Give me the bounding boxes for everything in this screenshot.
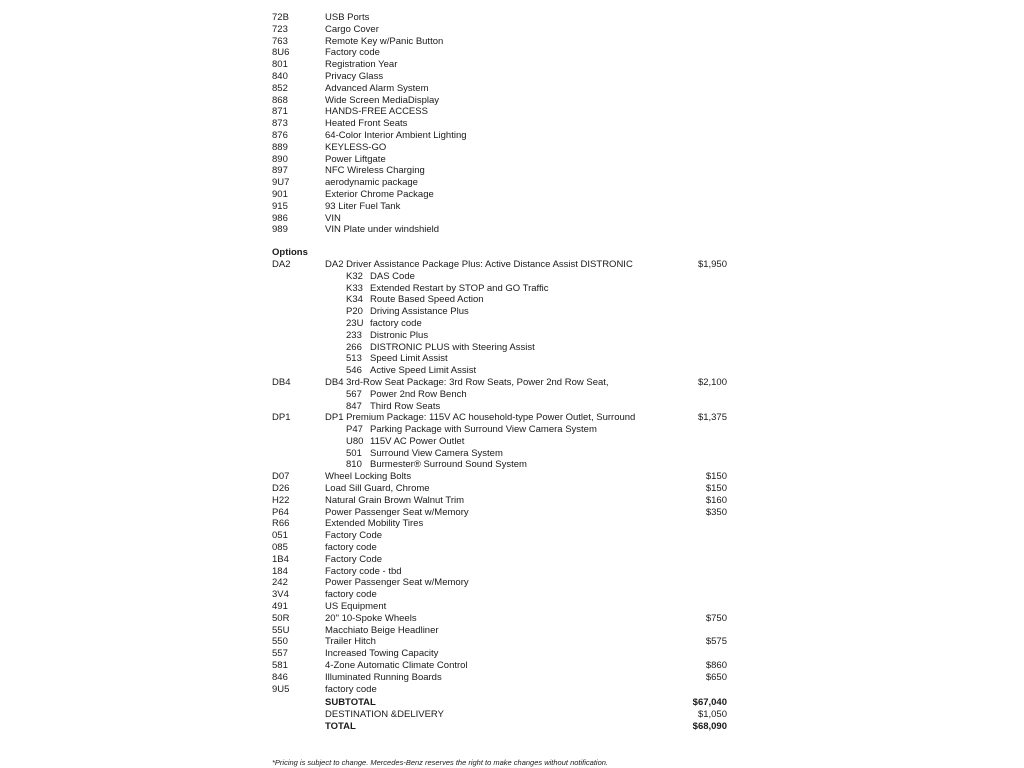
standard-item-row [0,165,1024,177]
package-subitem-row [0,353,1024,365]
totals-row [0,697,1024,709]
option-row [0,483,1024,495]
option-row [0,636,1024,648]
package-code: DB4 [272,376,291,388]
option-description: Wheel Locking Bolts [325,471,412,483]
option-row [0,613,1024,625]
option-description: Power Passenger Seat w/Memory [325,506,469,518]
subitem-code: 847 [346,400,362,412]
option-row [0,601,1024,613]
item-code: 989 [272,224,288,236]
option-price: $150 [705,483,727,495]
standard-item-row [0,213,1024,225]
totals-block [0,697,1024,732]
item-code: 72B [272,12,289,23]
option-description: Extended Mobility Tires [325,518,424,530]
item-description: USB Ports [325,12,370,23]
option-code: 9U5 [272,683,290,695]
package-price: $2,100 [697,376,727,388]
item-code: 868 [272,94,288,106]
package-subitem [346,424,597,436]
package-subitem-row [0,330,1024,342]
package-subitem-row [0,389,1024,401]
option-description: Trailer Hitch [325,636,376,648]
option-price: $150 [705,471,727,483]
subitem-code: K32 [346,270,363,282]
option-description: Factory Code [325,530,383,542]
totals-row [0,721,1024,733]
subitem-code: U80 [346,435,364,447]
option-code: 051 [272,530,288,542]
option-row [0,625,1024,637]
standard-item-row [0,189,1024,201]
option-row [0,660,1024,672]
item-code: 801 [272,59,288,71]
option-price: $750 [705,612,727,624]
package-subitem-row [0,306,1024,318]
item-code: 873 [272,118,288,130]
item-code: 901 [272,188,288,200]
standard-item-row [0,83,1024,95]
option-description: Natural Grain Brown Walnut Trim [325,494,465,506]
item-code: 986 [272,212,288,224]
subitem-code: 501 [346,447,362,459]
options-list [0,471,1024,695]
subitem-description: Distronic Plus [370,329,429,341]
standard-item-row [0,201,1024,213]
subitem-code: 546 [346,365,362,377]
subitem-description: Surround View Camera System [370,447,503,459]
subitem-code: P20 [346,306,363,318]
option-row [0,554,1024,566]
totals-value: $67,040 [692,697,727,709]
item-description: Advanced Alarm System [325,82,429,94]
item-description: HANDS-FREE ACCESS [325,106,428,118]
option-code: 55U [272,624,290,636]
option-code: 1B4 [272,553,289,565]
item-description: 64-Color Interior Ambient Lighting [325,129,467,141]
package-subitem-row [0,283,1024,295]
option-code: 846 [272,671,288,683]
item-description: 93 Liter Fuel Tank [325,200,401,212]
standard-item-row [0,71,1024,83]
option-code: P64 [272,506,289,518]
subitem-code: K34 [346,294,363,306]
option-row [0,672,1024,684]
option-description: 20" 10-Spoke Wheels [325,612,417,624]
standard-item-row [0,154,1024,166]
option-description: factory code [325,683,377,695]
subitem-description: Power 2nd Row Bench [370,388,467,400]
options-heading-row [0,247,1024,259]
package-description: DP1 Premium Package: 115V AC household-type Power Outlet, Surround [325,412,636,424]
subitem-description: Extended Restart by STOP and GO Traffic [370,282,549,294]
option-code: D26 [272,483,290,495]
totals-label: SUBTOTAL [325,697,376,709]
option-code: R66 [272,518,290,530]
item-code: 876 [272,129,288,141]
pricing-footnote: *Pricing is subject to change. Mercedes-Benz reserves the right to make changes without notification. [272,758,609,767]
subitem-description: Route Based Speed Action [370,294,484,306]
option-row [0,518,1024,530]
standard-item-row [0,95,1024,107]
package-subitem-row [0,401,1024,413]
subitem-description: DISTRONIC PLUS with Steering Assist [370,341,535,353]
item-description: Exterior Chrome Package [325,188,434,200]
item-description: Cargo Cover [325,23,379,35]
option-description: Factory Code [325,553,383,565]
item-code: 915 [272,200,288,212]
package-subitem-row [0,459,1024,471]
section-gap [0,236,1024,247]
standard-item-row [0,106,1024,118]
standard-item-row [0,36,1024,48]
package-subitem [346,306,469,318]
option-description: factory code [325,542,377,554]
option-price: $350 [705,506,727,518]
totals-value: $68,090 [692,721,727,733]
subitem-description: 115V AC Power Outlet [370,435,465,447]
package-description: DA2 Driver Assistance Package Plus: Active Distance Assist DISTRONIC [325,258,633,270]
package-subitem [346,342,535,354]
item-description: Wide Screen MediaDisplay [325,94,440,106]
item-description: Privacy Glass [325,70,384,82]
standard-item-row [0,118,1024,130]
package-subitem [346,448,503,460]
option-description: Power Passenger Seat w/Memory [325,577,469,589]
subitem-description: Driving Assistance Plus [370,306,469,318]
subitem-description: Burmester® Surround Sound System [370,459,527,471]
item-code: 9U7 [272,177,290,189]
package-row [0,259,1024,271]
package-subitem-row [0,436,1024,448]
package-subitem [346,353,448,365]
subitem-code: 513 [346,353,362,365]
item-code: 871 [272,106,288,118]
option-code: 242 [272,577,288,589]
option-row [0,471,1024,483]
item-code: 890 [272,153,288,165]
subitem-code: K33 [346,282,363,294]
package-subitem-row [0,318,1024,330]
item-code: 889 [272,141,288,153]
package-subitem-row [0,271,1024,283]
totals-value: $1,050 [697,709,727,721]
package-code: DP1 [272,412,291,424]
option-row [0,507,1024,519]
standard-equipment-list [0,12,1024,236]
option-row [0,684,1024,696]
option-code: 491 [272,601,288,613]
package-code: DA2 [272,258,291,270]
package-subitem [346,365,476,377]
item-code: 840 [272,70,288,82]
option-code: 085 [272,542,288,554]
subitem-description: DAS Code [370,270,415,282]
package-subitem [346,318,422,330]
option-row [0,495,1024,507]
option-description: factory code [325,589,377,601]
package-subitem [346,283,548,295]
option-code: 550 [272,636,288,648]
standard-item-row [0,142,1024,154]
option-code: 557 [272,648,288,660]
option-description: 4-Zone Automatic Climate Control [325,660,468,672]
standard-item-row [0,130,1024,142]
option-price: $575 [705,636,727,648]
package-price: $1,375 [697,412,727,424]
option-price: $650 [705,671,727,683]
package-row [0,412,1024,424]
item-code: 852 [272,82,288,94]
package-subitem [346,330,428,342]
subitem-description: Active Speed Limit Assist [370,365,477,377]
item-code: 897 [272,165,288,177]
totals-label: TOTAL [325,721,356,733]
package-price: $1,950 [697,258,727,270]
package-description: DB4 3rd-Row Seat Package: 3rd Row Seats, Power 2nd Row Seat, [325,376,609,388]
option-code: 581 [272,660,288,672]
option-row [0,577,1024,589]
option-description: Illuminated Running Boards [325,671,442,683]
subitem-code: 567 [346,388,362,400]
subitem-description: factory code [370,317,422,329]
option-description: Macchiato Beige Headliner [325,624,439,636]
item-description: Power Liftgate [325,153,386,165]
option-description: Increased Towing Capacity [325,648,439,660]
package-subitem-row [0,342,1024,354]
option-description: Factory code - tbd [325,565,402,577]
item-code: 763 [272,35,288,47]
package-subitem [346,389,467,401]
package-subitem [346,271,415,283]
subitem-code: 23U [346,317,364,329]
standard-item-row [0,47,1024,59]
standard-item-row [0,59,1024,71]
item-code: 8U6 [272,47,290,59]
item-code: 723 [272,23,288,35]
subitem-code: P47 [346,424,363,436]
subitem-code: 233 [346,329,362,341]
option-code: 3V4 [272,589,289,601]
package-subitem [346,459,527,471]
option-code: D07 [272,471,290,483]
subitem-description: Parking Package with Surround View Camera System [370,424,597,436]
price-sheet [0,12,1024,733]
subitem-code: 810 [346,459,362,471]
option-price: $160 [705,494,727,506]
option-row [0,530,1024,542]
package-subitem-row [0,365,1024,377]
item-description: Remote Key w/Panic Button [325,35,444,47]
subitem-description: Third Row Seats [370,400,441,412]
package-subitem [346,294,484,306]
package-subitem-row [0,424,1024,436]
package-subitem [346,401,440,413]
package-subitem-row [0,448,1024,460]
option-code: 50R [272,612,290,624]
option-row [0,566,1024,578]
option-row [0,589,1024,601]
standard-item-row [0,224,1024,236]
item-description: Registration Year [325,59,398,71]
option-row [0,542,1024,554]
item-description: Heated Front Seats [325,118,408,130]
option-row [0,648,1024,660]
totals-label: DESTINATION &DELIVERY [325,709,444,721]
option-description: Load Sill Guard, Chrome [325,483,430,495]
item-description: aerodynamic package [325,177,418,189]
package-row [0,377,1024,389]
option-code: 184 [272,565,288,577]
standard-item-row [0,12,1024,24]
option-code: H22 [272,494,290,506]
item-description: Factory code [325,47,380,59]
package-subitem [346,436,464,448]
subitem-description: Speed Limit Assist [370,353,448,365]
item-description: NFC Wireless Charging [325,165,425,177]
item-description: KEYLESS-GO [325,141,387,153]
option-price: $860 [705,660,727,672]
standard-item-row [0,24,1024,36]
option-description: US Equipment [325,601,387,613]
package-subitem-row [0,294,1024,306]
item-description: VIN [325,212,341,224]
item-description: VIN Plate under windshield [325,224,440,236]
options-heading: Options [272,247,308,259]
totals-row [0,709,1024,721]
subitem-code: 266 [346,341,362,353]
packages-list [0,259,1024,471]
standard-item-row [0,177,1024,189]
